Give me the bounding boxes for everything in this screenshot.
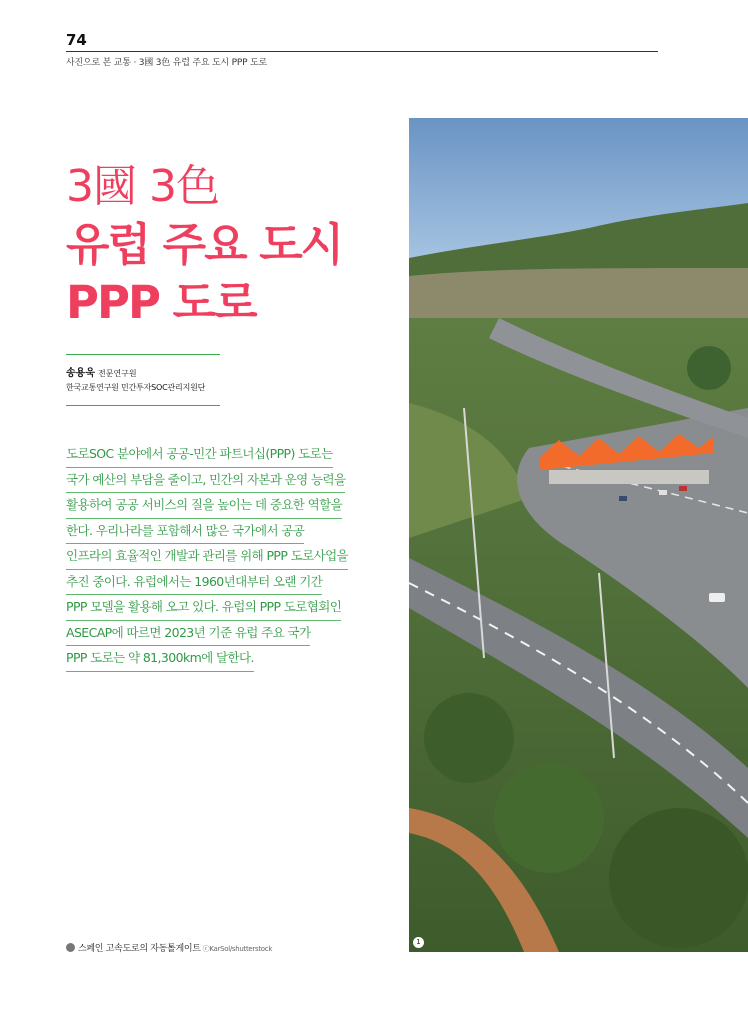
page-number: 74 bbox=[66, 31, 87, 49]
lead-line: 도로SOC 분야에서 공공-민간 파트너십(PPP) 도로는 bbox=[66, 442, 333, 468]
lead-line: PPP 도로는 약 81,300km에 달한다. bbox=[66, 646, 254, 672]
lead-line: 국가 예산의 부담을 줄이고, 민간의 자본과 운영 능력을 bbox=[66, 468, 345, 494]
title-line-1: 3國 3色 bbox=[66, 161, 219, 212]
article-title bbox=[66, 158, 342, 332]
vehicle bbox=[619, 496, 627, 501]
author-affiliation: 한국교통연구원 민간투자SOC관리지원단 bbox=[66, 383, 206, 392]
lead-line: 한다. 우리나라를 포함해서 많은 국가에서 공공 bbox=[66, 519, 304, 545]
vehicle bbox=[709, 593, 725, 602]
tree-cluster bbox=[424, 693, 514, 783]
tree-cluster bbox=[609, 808, 748, 948]
photo-number-badge: 1 bbox=[413, 937, 424, 948]
highway-toll-photo bbox=[409, 118, 748, 952]
title-line-2: 유럽 주요 도시 bbox=[66, 218, 343, 271]
author-role: 전문연구원 bbox=[97, 369, 137, 378]
lead-paragraph bbox=[66, 442, 386, 672]
vehicle bbox=[659, 490, 667, 495]
photo-caption bbox=[66, 941, 272, 954]
photo-credit: ⓒKarSol/shutterstock bbox=[202, 945, 273, 953]
tree-cluster bbox=[494, 763, 604, 873]
caption-text: 스페인 고속도로의 자동톨게이트 bbox=[78, 944, 201, 954]
lead-line: 활용하여 공공 서비스의 질을 높이는 데 중요한 역할을 bbox=[66, 493, 342, 519]
tree-cluster bbox=[687, 346, 731, 390]
toll-booths bbox=[549, 470, 709, 484]
author-rule-bottom bbox=[66, 405, 220, 406]
lead-line: 추진 중이다. 유럽에서는 1960년대부터 오랜 기간 bbox=[66, 570, 322, 596]
author-rule-top bbox=[66, 354, 220, 355]
author-name-text: 송용욱 bbox=[66, 368, 95, 379]
lead-line: ASECAP에 따르면 2023년 기준 유럽 주요 국가 bbox=[66, 621, 310, 647]
vehicle bbox=[679, 486, 687, 491]
author-name bbox=[66, 364, 137, 379]
caption-bullet-icon bbox=[66, 943, 75, 952]
lead-line: PPP 모델을 활용해 오고 있다. 유럽의 PPP 도로협회인 bbox=[66, 595, 341, 621]
lead-line: 인프라의 효율적인 개발과 관리를 위해 PPP 도로사업을 bbox=[66, 544, 348, 570]
title-line-3: PPP 도로 bbox=[66, 276, 256, 329]
breadcrumb: 사진으로 본 교통 · 3國 3色 유럽 주요 도시 PPP 도로 bbox=[66, 58, 268, 68]
header-rule bbox=[66, 51, 658, 52]
